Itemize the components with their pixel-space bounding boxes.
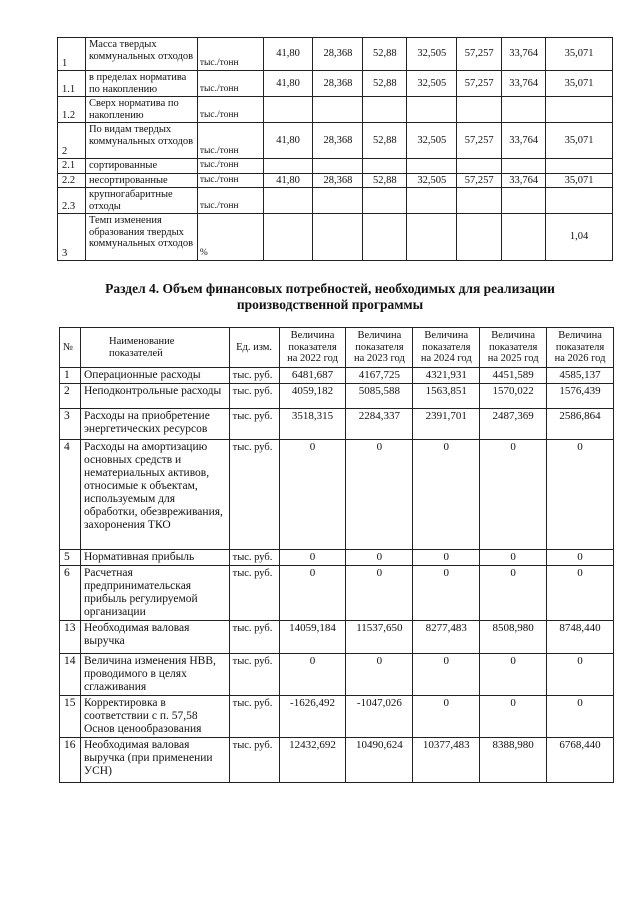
value-cell: 1563,851: [413, 384, 480, 409]
value-cell: 41,80: [263, 38, 313, 71]
value-cell: 0: [346, 566, 413, 621]
value-cell: 2487,369: [480, 409, 547, 440]
row-unit: тыс. руб.: [229, 654, 279, 696]
value-cell: 0: [279, 654, 346, 696]
row-name: в пределах норматива по накоплению: [85, 71, 197, 97]
table-row: [58, 97, 613, 123]
value-cell: 28,368: [313, 123, 363, 159]
value-cell: [407, 214, 457, 261]
row-name: Величина изменения НВВ, проводимого в целях сглаживания: [80, 654, 229, 696]
row-unit: тыс./тонн: [197, 159, 263, 174]
table-row: [58, 214, 613, 261]
table-row: [60, 621, 614, 654]
value-cell: 0: [413, 440, 480, 550]
row-name: Нормативная прибыль: [80, 550, 229, 566]
value-cell: 33,764: [502, 38, 546, 71]
value-cell: 0: [279, 566, 346, 621]
value-cell: 10377,483: [413, 738, 480, 783]
value-cell: 2586,864: [547, 409, 614, 440]
row-unit: тыс./тонн: [197, 173, 263, 188]
row-number: 3: [58, 214, 86, 261]
value-cell: 33,764: [502, 123, 546, 159]
row-name: несортированные: [85, 173, 197, 188]
value-cell: 52,88: [363, 38, 407, 71]
row-number: 15: [60, 696, 81, 738]
row-name: Операционные расходы: [80, 368, 229, 384]
value-cell: -1626,492: [279, 696, 346, 738]
header-unit: Ед. изм.: [229, 328, 279, 368]
value-cell: 6768,440: [547, 738, 614, 783]
table-row: [60, 696, 614, 738]
value-cell: [546, 159, 613, 174]
value-cell: 0: [279, 440, 346, 550]
row-number: 3: [60, 409, 81, 440]
row-name: Сверх норматива по накоплению: [85, 97, 197, 123]
row-name: Необходимая валовая выручка: [80, 621, 229, 654]
row-name: Масса твердых коммунальных отходов: [85, 38, 197, 71]
value-cell: [363, 159, 407, 174]
value-cell: [457, 159, 502, 174]
row-unit: тыс. руб.: [229, 566, 279, 621]
value-cell: [263, 188, 313, 214]
row-number: 2.3: [58, 188, 86, 214]
row-unit: тыс./тонн: [197, 123, 263, 159]
row-number: 4: [60, 440, 81, 550]
row-unit: тыс./тонн: [197, 38, 263, 71]
row-unit: тыс. руб.: [229, 440, 279, 550]
value-cell: 0: [480, 566, 547, 621]
table-row: [60, 384, 614, 409]
value-cell: [502, 188, 546, 214]
row-unit: тыс. руб.: [229, 621, 279, 654]
row-unit: тыс. руб.: [229, 409, 279, 440]
value-cell: 0: [346, 440, 413, 550]
value-cell: 1570,022: [480, 384, 547, 409]
value-cell: 8508,980: [480, 621, 547, 654]
table-row: [60, 654, 614, 696]
row-name: крупногабаритные отходы: [85, 188, 197, 214]
row-name: Расчетная предпринимательская прибыль регулируемой организации: [80, 566, 229, 621]
value-cell: [546, 97, 613, 123]
value-cell: [313, 97, 363, 123]
value-cell: 4321,931: [413, 368, 480, 384]
table-row: [60, 440, 614, 550]
row-number: 1.2: [58, 97, 86, 123]
value-cell: 52,88: [363, 173, 407, 188]
value-cell: 0: [547, 696, 614, 738]
header-2026: Величина показателя на 2026 год: [547, 328, 614, 368]
table-row: [60, 368, 614, 384]
value-cell: 4059,182: [279, 384, 346, 409]
value-cell: 57,257: [457, 123, 502, 159]
row-number: 14: [60, 654, 81, 696]
value-cell: 0: [346, 654, 413, 696]
value-cell: 0: [413, 550, 480, 566]
value-cell: 32,505: [407, 173, 457, 188]
value-cell: 57,257: [457, 173, 502, 188]
value-cell: [313, 188, 363, 214]
value-cell: 33,764: [502, 173, 546, 188]
value-cell: 32,505: [407, 123, 457, 159]
header-2025: Величина показателя на 2025 год: [480, 328, 547, 368]
value-cell: 57,257: [457, 71, 502, 97]
row-unit: тыс./тонн: [197, 71, 263, 97]
value-cell: 0: [547, 550, 614, 566]
value-cell: 52,88: [363, 71, 407, 97]
value-cell: 12432,692: [279, 738, 346, 783]
value-cell: 35,071: [546, 71, 613, 97]
waste-volume-table: [57, 37, 613, 261]
value-cell: 4585,137: [547, 368, 614, 384]
value-cell: 28,368: [313, 71, 363, 97]
value-cell: 35,071: [546, 38, 613, 71]
table-row: [58, 188, 613, 214]
table-header-row: [60, 328, 614, 368]
value-cell: 0: [480, 440, 547, 550]
value-cell: 41,80: [263, 123, 313, 159]
value-cell: [546, 188, 613, 214]
row-number: 2: [60, 384, 81, 409]
value-cell: 10490,624: [346, 738, 413, 783]
table-row: [58, 38, 613, 71]
table-row: [60, 566, 614, 621]
value-cell: 4167,725: [346, 368, 413, 384]
row-number: 5: [60, 550, 81, 566]
value-cell: 0: [480, 696, 547, 738]
value-cell: 0: [413, 654, 480, 696]
value-cell: 0: [547, 654, 614, 696]
value-cell: [263, 214, 313, 261]
value-cell: [457, 97, 502, 123]
table-row: [58, 71, 613, 97]
value-cell: 0: [413, 696, 480, 738]
value-cell: [502, 97, 546, 123]
row-number: 2: [58, 123, 86, 159]
value-cell: -1047,026: [346, 696, 413, 738]
row-number: 13: [60, 621, 81, 654]
value-cell: 32,505: [407, 38, 457, 71]
value-cell: [263, 97, 313, 123]
row-name: Корректировка в соответствии с п. 57,58 Основ ценообразования: [80, 696, 229, 738]
value-cell: 8388,980: [480, 738, 547, 783]
row-number: 2.1: [58, 159, 86, 174]
value-cell: [457, 188, 502, 214]
row-name: Неподконтрольные расходы: [80, 384, 229, 409]
row-number: 1: [58, 38, 86, 71]
value-cell: [363, 188, 407, 214]
value-cell: 28,368: [313, 38, 363, 71]
value-cell: 33,764: [502, 71, 546, 97]
value-cell: 35,071: [546, 123, 613, 159]
financial-needs-table: [59, 327, 614, 783]
value-cell: 41,80: [263, 71, 313, 97]
value-cell: 8277,483: [413, 621, 480, 654]
value-cell: 6481,687: [279, 368, 346, 384]
row-number: 6: [60, 566, 81, 621]
row-number: 1.1: [58, 71, 86, 97]
value-cell: [363, 97, 407, 123]
value-cell: 0: [480, 550, 547, 566]
value-cell: 11537,650: [346, 621, 413, 654]
row-name: Расходы на амортизацию основных средств и нематериальных активов, относимые к объектам, используемым для обработки, обезвреживания, захоронения ТКО: [80, 440, 229, 550]
value-cell: 57,257: [457, 38, 502, 71]
header-name: Наименование показателей: [80, 328, 229, 368]
table-row: [60, 409, 614, 440]
row-unit: тыс./тонн: [197, 188, 263, 214]
table-row: [58, 159, 613, 174]
row-unit: %: [197, 214, 263, 261]
header-2022: Величина показателя на 2022 год: [279, 328, 346, 368]
header-num: №: [60, 328, 81, 368]
value-cell: [502, 159, 546, 174]
row-number: 2.2: [58, 173, 86, 188]
row-name: Расходы на приобретение энергетических ресурсов: [80, 409, 229, 440]
value-cell: 0: [413, 566, 480, 621]
row-name: По видам твердых коммунальных отходов: [85, 123, 197, 159]
value-cell: 52,88: [363, 123, 407, 159]
value-cell: 8748,440: [547, 621, 614, 654]
value-cell: [457, 214, 502, 261]
row-number: 16: [60, 738, 81, 783]
row-name: Необходимая валовая выручка (при применении УСН): [80, 738, 229, 783]
value-cell: [407, 159, 457, 174]
table-row: [60, 738, 614, 783]
value-cell: [407, 97, 457, 123]
value-cell: [407, 188, 457, 214]
header-2024: Величина показателя на 2024 год: [413, 328, 480, 368]
row-number: 1: [60, 368, 81, 384]
table-row: [58, 173, 613, 188]
value-cell: 2391,701: [413, 409, 480, 440]
value-cell: 35,071: [546, 173, 613, 188]
value-cell: 2284,337: [346, 409, 413, 440]
value-cell: 0: [547, 566, 614, 621]
row-unit: тыс. руб.: [229, 368, 279, 384]
value-cell: 3518,315: [279, 409, 346, 440]
table-row: [58, 123, 613, 159]
value-cell: 0: [279, 550, 346, 566]
value-cell: [263, 159, 313, 174]
value-cell: 0: [346, 550, 413, 566]
value-cell: [502, 214, 546, 261]
row-unit: тыс./тонн: [197, 97, 263, 123]
value-cell: 14059,184: [279, 621, 346, 654]
value-cell: 32,505: [407, 71, 457, 97]
row-name: сортированные: [85, 159, 197, 174]
value-cell: 1,04: [546, 214, 613, 261]
value-cell: [313, 159, 363, 174]
row-unit: тыс. руб.: [229, 738, 279, 783]
value-cell: 5085,588: [346, 384, 413, 409]
value-cell: 4451,589: [480, 368, 547, 384]
value-cell: [313, 214, 363, 261]
value-cell: 0: [547, 440, 614, 550]
value-cell: [363, 214, 407, 261]
section-title: Раздел 4. Объем финансовых потребностей, необходимых для реализации производственной программы: [105, 281, 555, 312]
value-cell: 28,368: [313, 173, 363, 188]
row-name: Темп изменения образования твердых коммунальных отходов: [85, 214, 197, 261]
value-cell: 41,80: [263, 173, 313, 188]
value-cell: 0: [480, 654, 547, 696]
row-unit: тыс. руб.: [229, 384, 279, 409]
header-2023: Величина показателя на 2023 год: [346, 328, 413, 368]
table-row: [60, 550, 614, 566]
value-cell: 1576,439: [547, 384, 614, 409]
row-unit: тыс. руб.: [229, 550, 279, 566]
row-unit: тыс. руб.: [229, 696, 279, 738]
